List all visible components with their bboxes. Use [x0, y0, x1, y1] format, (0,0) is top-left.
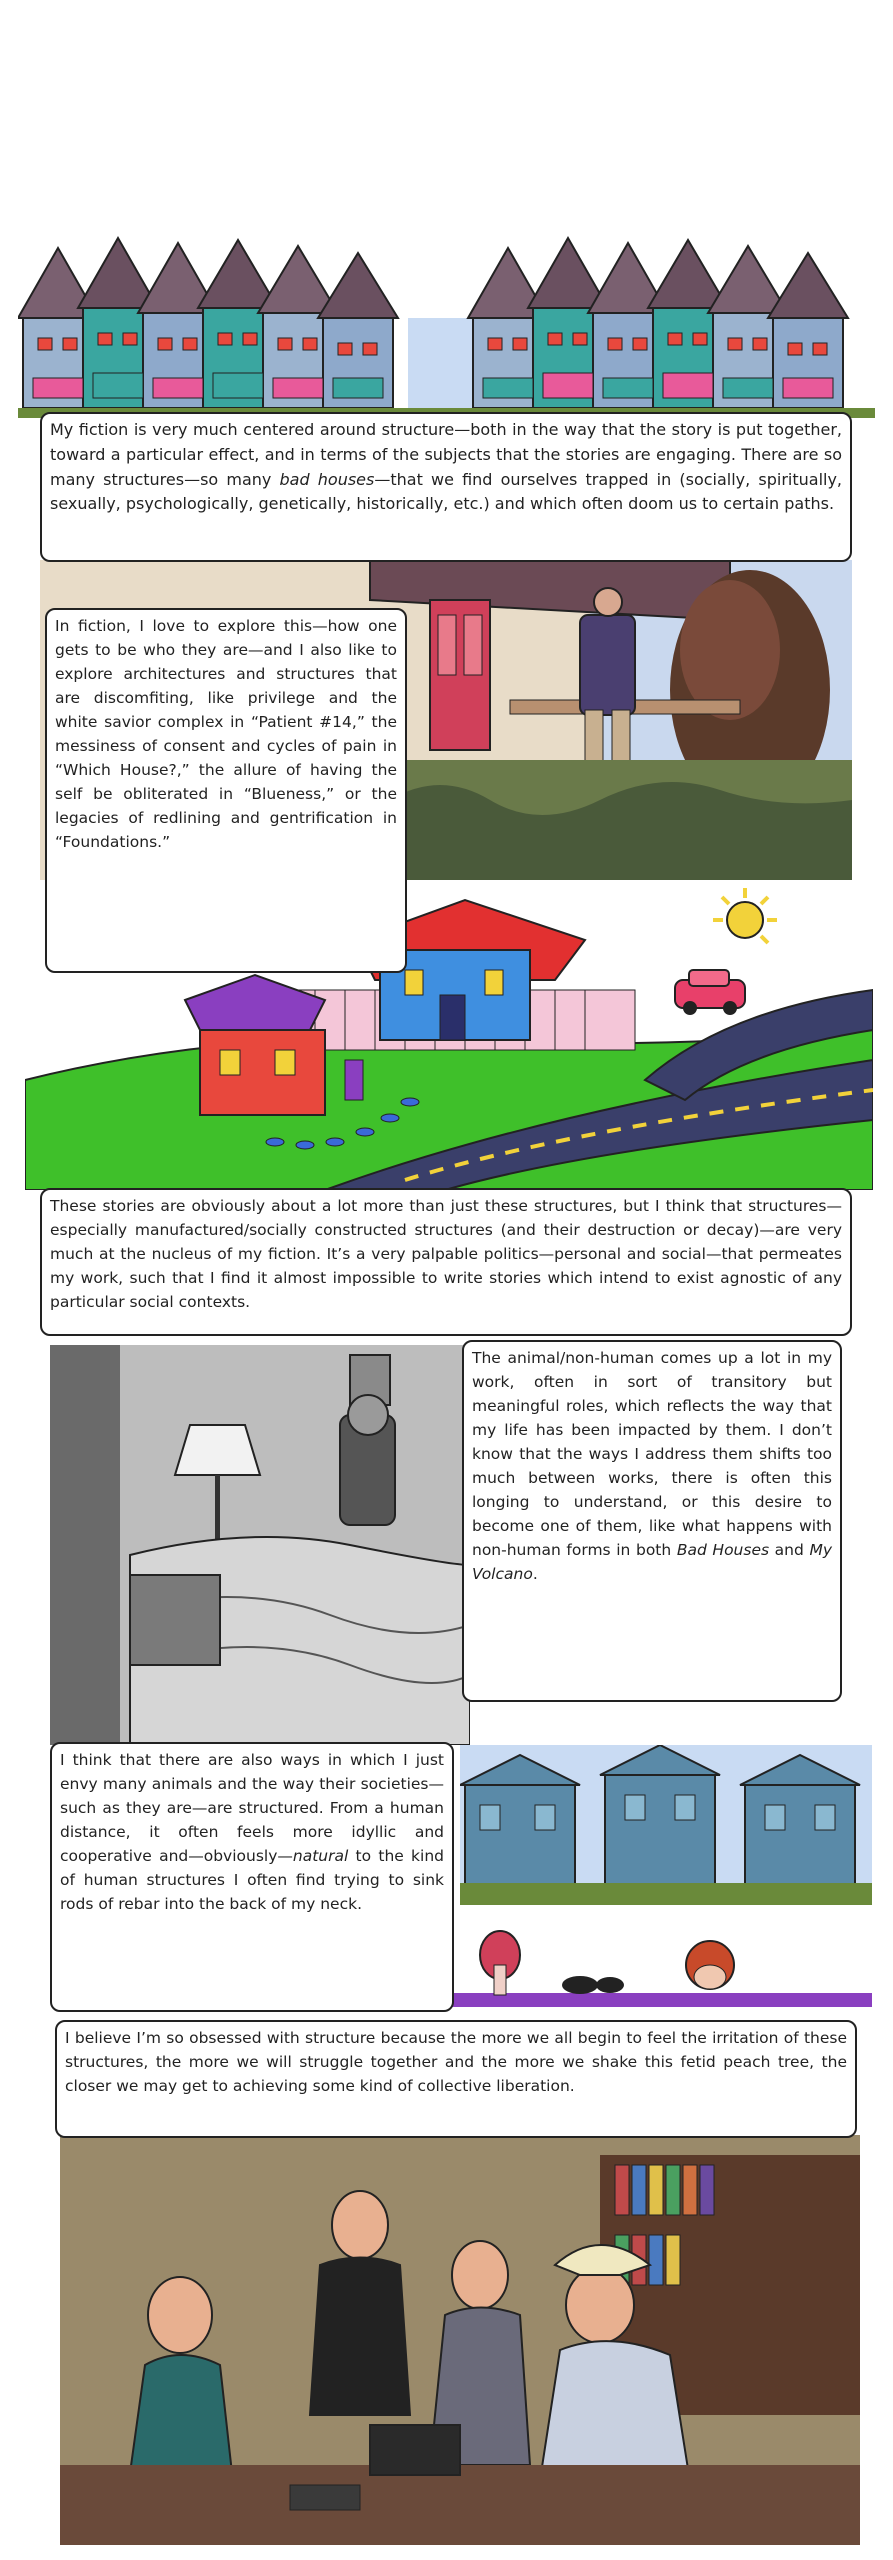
- caption-6-text: I believe I’m so obsessed with structure because the more we all begin to feel the irritation of these structures, the more we will struggle together and the more we shake this fetid peach tree, the closer we may get to achieving some kind of collective liberation.: [65, 2029, 847, 2096]
- caption-box-5: [50, 1742, 454, 2012]
- houses-row-illustration: [18, 228, 875, 418]
- caption-1-emphasis: bad houses: [279, 469, 375, 489]
- caption-4-emphasis-2: My Volcano: [472, 1541, 832, 1584]
- caption-5-text-post: to the kind of human structures I often find trying to sink rods of rebar into the back of my neck.: [60, 1847, 444, 1914]
- caption-4-emphasis-1: Bad Houses: [676, 1541, 770, 1560]
- caption-box-4: [462, 1340, 842, 1702]
- caption-3-text: These stories are obviously about a lot more than just these structures, but I think that structures—especially manufactured/socially constructed structures (and their destruction or decay)—are very much at the nucleus of my fiction. It’s a very palpable politics—personal and social—that permeates my work, such that I find it almost impossible to write stories which intend to exist agnostic of any particular social contexts.: [50, 1197, 842, 1312]
- bedroom-illustration: [50, 1345, 470, 1745]
- caption-2-text: In fiction, I love to explore this—how one gets to be who they are—and I also like to explore architectures and structures that are discomfiting, like privilege and the white savior complex in “Patient #14,” the messiness of consent and cycles of pain in “Which House?,” the allure of having the self be obliterated in “Blueness,” or the legacies of redlining and gentrification in “Foundations.”: [55, 617, 397, 852]
- houses-row-panel: [18, 228, 875, 418]
- caption-1-text-post: —that we find ourselves trapped in (socially, spiritually, sexually, psychologically, genetically, historically, etc.) and which often doom us to certain paths.: [50, 469, 843, 514]
- caption-1-text-pre: My fiction is very much centered around structure—both in the way that the story is put together, toward a particular effect, and in terms of the subjects that the stories are engaging. There are so many structures—so many: [50, 420, 842, 489]
- blue-houses-illustration: [460, 1745, 872, 1905]
- group-illustration: [60, 2135, 860, 2545]
- caption-box-1: [40, 412, 852, 562]
- blue-houses-panel: [460, 1745, 872, 1905]
- caption-4-text-post: .: [532, 1565, 538, 1584]
- caption-4-text-mid: and: [769, 1541, 810, 1560]
- caption-4-text-pre: The animal/non-human comes up a lot in my work, often in sort of transitory but meaningful roles, which reflects the way that my life has been impacted by them. I don’t know that the ways I address them shifts too much between works, there is often this longing to understand, or this desire to become one of them, like what happens with non-human forms in both: [472, 1349, 832, 1560]
- caption-5-text-pre: I think that there are also ways in which I just envy many animals and the way their societies—such as they are—are structured. From a human distance, it often feels more idyllic and cooperative and—obviously—: [60, 1751, 444, 1866]
- caption-box-6: [55, 2020, 857, 2138]
- caption-box-3: [40, 1188, 852, 1336]
- caption-5-emphasis: natural: [292, 1847, 349, 1866]
- caption-box-2: [45, 608, 407, 973]
- bedroom-panel: [50, 1345, 470, 1745]
- group-panel: [60, 2135, 860, 2545]
